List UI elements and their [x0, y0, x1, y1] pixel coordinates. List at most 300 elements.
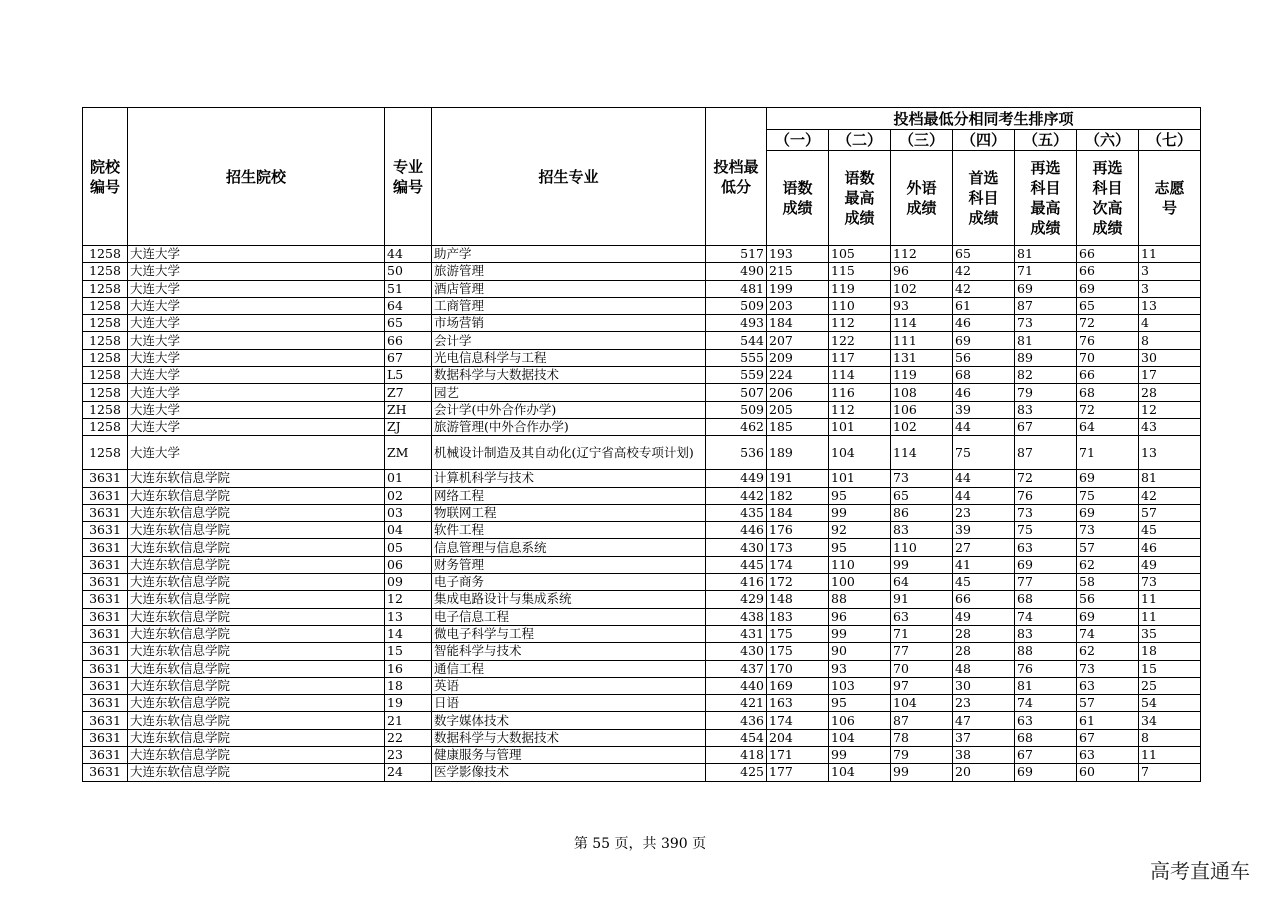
cell-major-name: 会计学(中外合作办学) — [432, 401, 706, 418]
cell-tie-7: 8 — [1139, 332, 1201, 349]
cell-tie-7: 54 — [1139, 695, 1201, 712]
cell-school-name: 大连大学 — [128, 367, 385, 384]
header-tie-num: （五） — [1015, 130, 1077, 151]
cell-school-code: 3631 — [83, 608, 128, 625]
cell-tie-7: 46 — [1139, 539, 1201, 556]
header-tie-label: 再选科目最高成绩 — [1015, 151, 1077, 246]
cell-school-name: 大连大学 — [128, 280, 385, 297]
cell-school-name: 大连东软信息学院 — [128, 591, 385, 608]
cell-major-code: 50 — [385, 263, 432, 280]
cell-tie-6: 64 — [1077, 418, 1139, 435]
cell-tie-2: 99 — [829, 625, 891, 642]
cell-tie-3: 106 — [891, 401, 953, 418]
table-row — [83, 315, 1201, 332]
cell-tie-2: 96 — [829, 608, 891, 625]
cell-school-name: 大连东软信息学院 — [128, 470, 385, 487]
cell-tie-1: 184 — [767, 504, 829, 521]
cell-major-code: 65 — [385, 315, 432, 332]
table-row — [83, 332, 1201, 349]
cell-min-score: 430 — [706, 539, 767, 556]
header-min-score: 投档最低分 — [706, 108, 767, 246]
cell-tie-1: 205 — [767, 401, 829, 418]
cell-tie-4: 69 — [953, 332, 1015, 349]
cell-tie-6: 69 — [1077, 504, 1139, 521]
cell-tie-7: 12 — [1139, 401, 1201, 418]
cell-tie-6: 58 — [1077, 574, 1139, 591]
table-row — [83, 297, 1201, 314]
cell-major-name: 园艺 — [432, 384, 706, 401]
cell-school-name: 大连大学 — [128, 401, 385, 418]
cell-tie-3: 63 — [891, 608, 953, 625]
cell-tie-4: 38 — [953, 747, 1015, 764]
header-tie-label: 再选科目次高成绩 — [1077, 151, 1139, 246]
cell-major-name: 微电子科学与工程 — [432, 625, 706, 642]
cell-tie-2: 105 — [829, 246, 891, 263]
header-tie-num: （七） — [1139, 130, 1201, 151]
cell-tie-3: 87 — [891, 712, 953, 729]
cell-tie-1: 175 — [767, 625, 829, 642]
cell-tie-6: 69 — [1077, 608, 1139, 625]
cell-major-code: 16 — [385, 660, 432, 677]
cell-tie-2: 112 — [829, 315, 891, 332]
cell-tie-3: 97 — [891, 677, 953, 694]
cell-tie-2: 112 — [829, 401, 891, 418]
cell-tie-5: 74 — [1015, 695, 1077, 712]
table-row — [83, 349, 1201, 366]
table-row — [83, 539, 1201, 556]
cell-major-code: 15 — [385, 643, 432, 660]
cell-tie-5: 82 — [1015, 367, 1077, 384]
cell-tie-4: 30 — [953, 677, 1015, 694]
header-tie-label: 外语成绩 — [891, 151, 953, 246]
cell-tie-1: 163 — [767, 695, 829, 712]
cell-min-score: 416 — [706, 574, 767, 591]
cell-tie-7: 13 — [1139, 297, 1201, 314]
cell-tie-6: 75 — [1077, 487, 1139, 504]
cell-school-code: 3631 — [83, 695, 128, 712]
cell-tie-5: 75 — [1015, 522, 1077, 539]
cell-tie-7: 57 — [1139, 504, 1201, 521]
cell-tie-3: 112 — [891, 246, 953, 263]
cell-tie-7: 25 — [1139, 677, 1201, 694]
cell-school-name: 大连东软信息学院 — [128, 556, 385, 573]
cell-tie-4: 66 — [953, 591, 1015, 608]
cell-tie-2: 95 — [829, 487, 891, 504]
cell-tie-6: 61 — [1077, 712, 1139, 729]
cell-tie-3: 108 — [891, 384, 953, 401]
cell-major-name: 日语 — [432, 695, 706, 712]
cell-school-name: 大连东软信息学院 — [128, 643, 385, 660]
cell-tie-6: 71 — [1077, 436, 1139, 470]
cell-tie-3: 102 — [891, 280, 953, 297]
cell-tie-6: 66 — [1077, 367, 1139, 384]
table-row — [83, 263, 1201, 280]
cell-tie-7: 35 — [1139, 625, 1201, 642]
cell-school-code: 3631 — [83, 764, 128, 781]
cell-tie-3: 104 — [891, 695, 953, 712]
cell-tie-5: 81 — [1015, 677, 1077, 694]
cell-tie-3: 73 — [891, 470, 953, 487]
cell-school-name: 大连大学 — [128, 297, 385, 314]
cell-min-score: 429 — [706, 591, 767, 608]
cell-tie-5: 73 — [1015, 315, 1077, 332]
cell-tie-3: 64 — [891, 574, 953, 591]
cell-min-score: 446 — [706, 522, 767, 539]
cell-school-code: 3631 — [83, 729, 128, 746]
cell-tie-4: 23 — [953, 695, 1015, 712]
cell-major-code: Z7 — [385, 384, 432, 401]
cell-min-score: 437 — [706, 660, 767, 677]
cell-school-code: 3631 — [83, 625, 128, 642]
table-row — [83, 677, 1201, 694]
header-tie-label: 语数成绩 — [767, 151, 829, 246]
cell-tie-7: 13 — [1139, 436, 1201, 470]
cell-tie-3: 70 — [891, 660, 953, 677]
header-school-code: 院校编号 — [83, 108, 128, 246]
table-row — [83, 504, 1201, 521]
cell-school-code: 3631 — [83, 470, 128, 487]
table-row — [83, 729, 1201, 746]
cell-min-score: 430 — [706, 643, 767, 660]
cell-major-name: 物联网工程 — [432, 504, 706, 521]
cell-tie-1: 171 — [767, 747, 829, 764]
cell-tie-5: 69 — [1015, 556, 1077, 573]
cell-tie-5: 79 — [1015, 384, 1077, 401]
table-row — [83, 246, 1201, 263]
cell-tie-1: 148 — [767, 591, 829, 608]
cell-major-code: 18 — [385, 677, 432, 694]
cell-tie-2: 92 — [829, 522, 891, 539]
cell-tie-7: 42 — [1139, 487, 1201, 504]
cell-major-code: L5 — [385, 367, 432, 384]
table-row — [83, 660, 1201, 677]
cell-tie-1: 224 — [767, 367, 829, 384]
cell-tie-4: 49 — [953, 608, 1015, 625]
header-school-name: 招生院校 — [128, 108, 385, 246]
cell-major-code: 02 — [385, 487, 432, 504]
cell-tie-7: 11 — [1139, 246, 1201, 263]
cell-min-score: 490 — [706, 263, 767, 280]
cell-tie-1: 207 — [767, 332, 829, 349]
cell-major-name: 电子信息工程 — [432, 608, 706, 625]
cell-tie-1: 170 — [767, 660, 829, 677]
cell-major-code: 04 — [385, 522, 432, 539]
cell-min-score: 517 — [706, 246, 767, 263]
cell-major-name: 智能科学与技术 — [432, 643, 706, 660]
cell-tie-7: 4 — [1139, 315, 1201, 332]
cell-tie-6: 72 — [1077, 315, 1139, 332]
cell-min-score: 454 — [706, 729, 767, 746]
cell-tie-4: 47 — [953, 712, 1015, 729]
cell-tie-6: 66 — [1077, 246, 1139, 263]
cell-tie-7: 45 — [1139, 522, 1201, 539]
cell-tie-2: 95 — [829, 695, 891, 712]
cell-major-code: 12 — [385, 591, 432, 608]
table-row — [83, 556, 1201, 573]
cell-tie-6: 63 — [1077, 677, 1139, 694]
cell-tie-5: 69 — [1015, 280, 1077, 297]
cell-tie-4: 48 — [953, 660, 1015, 677]
cell-tie-5: 83 — [1015, 625, 1077, 642]
table-row — [83, 747, 1201, 764]
cell-school-name: 大连大学 — [128, 436, 385, 470]
cell-major-code: ZM — [385, 436, 432, 470]
cell-tie-3: 102 — [891, 418, 953, 435]
cell-min-score: 536 — [706, 436, 767, 470]
cell-tie-3: 65 — [891, 487, 953, 504]
cell-school-code: 3631 — [83, 712, 128, 729]
cell-tie-1: 184 — [767, 315, 829, 332]
cell-tie-7: 49 — [1139, 556, 1201, 573]
cell-school-code: 3631 — [83, 574, 128, 591]
cell-min-score: 440 — [706, 677, 767, 694]
cell-tie-2: 110 — [829, 556, 891, 573]
cell-tie-4: 44 — [953, 470, 1015, 487]
cell-tie-1: 189 — [767, 436, 829, 470]
table-row — [83, 367, 1201, 384]
header-tie-num: （三） — [891, 130, 953, 151]
cell-tie-5: 67 — [1015, 418, 1077, 435]
cell-tie-5: 89 — [1015, 349, 1077, 366]
cell-major-code: 22 — [385, 729, 432, 746]
cell-school-code: 3631 — [83, 677, 128, 694]
cell-min-score: 544 — [706, 332, 767, 349]
cell-tie-5: 68 — [1015, 729, 1077, 746]
cell-major-name: 计算机科学与技术 — [432, 470, 706, 487]
cell-major-code: 14 — [385, 625, 432, 642]
cell-tie-7: 28 — [1139, 384, 1201, 401]
cell-major-code: 64 — [385, 297, 432, 314]
cell-tie-7: 18 — [1139, 643, 1201, 660]
cell-tie-3: 86 — [891, 504, 953, 521]
cell-major-code: 24 — [385, 764, 432, 781]
table-row — [83, 280, 1201, 297]
cell-tie-1: 177 — [767, 764, 829, 781]
cell-tie-6: 66 — [1077, 263, 1139, 280]
cell-tie-5: 63 — [1015, 539, 1077, 556]
cell-tie-4: 44 — [953, 418, 1015, 435]
cell-school-code: 1258 — [83, 436, 128, 470]
cell-major-code: 51 — [385, 280, 432, 297]
cell-major-code: 05 — [385, 539, 432, 556]
cell-tie-7: 81 — [1139, 470, 1201, 487]
cell-school-name: 大连东软信息学院 — [128, 625, 385, 642]
cell-tie-2: 95 — [829, 539, 891, 556]
cell-major-name: 旅游管理(中外合作办学) — [432, 418, 706, 435]
cell-school-code: 3631 — [83, 539, 128, 556]
cell-school-code: 3631 — [83, 591, 128, 608]
table-row — [83, 764, 1201, 781]
cell-min-score: 442 — [706, 487, 767, 504]
cell-major-name: 会计学 — [432, 332, 706, 349]
cell-tie-7: 8 — [1139, 729, 1201, 746]
cell-tie-2: 106 — [829, 712, 891, 729]
cell-tie-5: 81 — [1015, 246, 1077, 263]
cell-tie-5: 73 — [1015, 504, 1077, 521]
cell-tie-4: 42 — [953, 263, 1015, 280]
cell-major-code: 09 — [385, 574, 432, 591]
cell-school-name: 大连东软信息学院 — [128, 504, 385, 521]
cell-tie-5: 67 — [1015, 747, 1077, 764]
cell-tie-3: 93 — [891, 297, 953, 314]
cell-tie-6: 62 — [1077, 556, 1139, 573]
cell-tie-2: 116 — [829, 384, 891, 401]
table-row — [83, 436, 1201, 470]
cell-major-code: 01 — [385, 470, 432, 487]
cell-tie-1: 193 — [767, 246, 829, 263]
table-row — [83, 695, 1201, 712]
cell-tie-2: 93 — [829, 660, 891, 677]
cell-min-score: 555 — [706, 349, 767, 366]
cell-min-score: 421 — [706, 695, 767, 712]
cell-min-score: 425 — [706, 764, 767, 781]
cell-tie-5: 74 — [1015, 608, 1077, 625]
cell-major-name: 机械设计制造及其自动化(辽宁省高校专项计划) — [432, 436, 706, 470]
cell-major-name: 网络工程 — [432, 487, 706, 504]
cell-major-name: 健康服务与管理 — [432, 747, 706, 764]
cell-tie-4: 68 — [953, 367, 1015, 384]
watermark: 高考直通车 — [1150, 859, 1250, 883]
cell-min-score: 493 — [706, 315, 767, 332]
cell-tie-3: 110 — [891, 539, 953, 556]
cell-school-code: 1258 — [83, 297, 128, 314]
cell-major-code: 13 — [385, 608, 432, 625]
cell-tie-6: 73 — [1077, 660, 1139, 677]
cell-tie-7: 15 — [1139, 660, 1201, 677]
cell-school-code: 1258 — [83, 263, 128, 280]
cell-tie-1: 183 — [767, 608, 829, 625]
cell-min-score: 507 — [706, 384, 767, 401]
header-major-name: 招生专业 — [432, 108, 706, 246]
cell-tie-6: 68 — [1077, 384, 1139, 401]
cell-tie-7: 7 — [1139, 764, 1201, 781]
cell-major-name: 财务管理 — [432, 556, 706, 573]
cell-tie-2: 104 — [829, 764, 891, 781]
cell-tie-7: 3 — [1139, 263, 1201, 280]
cell-tie-5: 76 — [1015, 660, 1077, 677]
cell-major-code: 19 — [385, 695, 432, 712]
cell-tie-6: 57 — [1077, 695, 1139, 712]
cell-tie-7: 34 — [1139, 712, 1201, 729]
cell-tie-6: 65 — [1077, 297, 1139, 314]
header-tie-label: 首选科目成绩 — [953, 151, 1015, 246]
cell-min-score: 418 — [706, 747, 767, 764]
cell-tie-4: 75 — [953, 436, 1015, 470]
cell-major-code: 67 — [385, 349, 432, 366]
cell-tie-2: 110 — [829, 297, 891, 314]
cell-tie-4: 27 — [953, 539, 1015, 556]
cell-school-name: 大连东软信息学院 — [128, 747, 385, 764]
cell-tie-3: 78 — [891, 729, 953, 746]
header-major-code: 专业编号 — [385, 108, 432, 246]
cell-tie-2: 115 — [829, 263, 891, 280]
cell-major-name: 市场营销 — [432, 315, 706, 332]
cell-min-score: 436 — [706, 712, 767, 729]
cell-tie-1: 191 — [767, 470, 829, 487]
header-tie-group: 投档最低分相同考生排序项 — [767, 108, 1201, 130]
cell-min-score: 435 — [706, 504, 767, 521]
cell-min-score: 509 — [706, 297, 767, 314]
cell-tie-1: 174 — [767, 712, 829, 729]
cell-school-code: 1258 — [83, 332, 128, 349]
cell-school-code: 3631 — [83, 522, 128, 539]
cell-tie-4: 39 — [953, 522, 1015, 539]
cell-min-score: 438 — [706, 608, 767, 625]
cell-major-code: 21 — [385, 712, 432, 729]
cell-tie-3: 114 — [891, 436, 953, 470]
cell-tie-3: 99 — [891, 556, 953, 573]
cell-tie-1: 203 — [767, 297, 829, 314]
cell-tie-4: 46 — [953, 315, 1015, 332]
cell-tie-4: 42 — [953, 280, 1015, 297]
cell-tie-1: 172 — [767, 574, 829, 591]
cell-tie-6: 73 — [1077, 522, 1139, 539]
cell-tie-4: 23 — [953, 504, 1015, 521]
cell-school-code: 1258 — [83, 280, 128, 297]
cell-tie-4: 28 — [953, 643, 1015, 660]
cell-school-name: 大连大学 — [128, 263, 385, 280]
cell-school-code: 1258 — [83, 367, 128, 384]
cell-tie-5: 71 — [1015, 263, 1077, 280]
cell-tie-3: 114 — [891, 315, 953, 332]
cell-tie-5: 63 — [1015, 712, 1077, 729]
cell-major-code: 06 — [385, 556, 432, 573]
cell-tie-4: 56 — [953, 349, 1015, 366]
cell-tie-3: 99 — [891, 764, 953, 781]
cell-tie-6: 76 — [1077, 332, 1139, 349]
cell-school-code: 3631 — [83, 660, 128, 677]
cell-school-name: 大连东软信息学院 — [128, 487, 385, 504]
cell-major-code: 44 — [385, 246, 432, 263]
cell-tie-1: 199 — [767, 280, 829, 297]
cell-school-name: 大连东软信息学院 — [128, 695, 385, 712]
cell-tie-4: 28 — [953, 625, 1015, 642]
cell-tie-6: 60 — [1077, 764, 1139, 781]
cell-tie-6: 63 — [1077, 747, 1139, 764]
cell-tie-3: 79 — [891, 747, 953, 764]
cell-tie-4: 39 — [953, 401, 1015, 418]
cell-school-name: 大连东软信息学院 — [128, 522, 385, 539]
cell-tie-1: 176 — [767, 522, 829, 539]
cell-tie-2: 90 — [829, 643, 891, 660]
cell-tie-7: 30 — [1139, 349, 1201, 366]
table-row — [83, 643, 1201, 660]
cell-tie-2: 88 — [829, 591, 891, 608]
cell-tie-5: 81 — [1015, 332, 1077, 349]
admission-table — [82, 107, 1201, 782]
cell-tie-4: 37 — [953, 729, 1015, 746]
cell-tie-1: 169 — [767, 677, 829, 694]
cell-tie-2: 104 — [829, 436, 891, 470]
table-row — [83, 384, 1201, 401]
cell-tie-1: 185 — [767, 418, 829, 435]
cell-tie-6: 74 — [1077, 625, 1139, 642]
table-row — [83, 418, 1201, 435]
table-row — [83, 522, 1201, 539]
cell-tie-1: 182 — [767, 487, 829, 504]
cell-major-name: 通信工程 — [432, 660, 706, 677]
cell-tie-3: 83 — [891, 522, 953, 539]
cell-tie-2: 99 — [829, 747, 891, 764]
cell-tie-2: 101 — [829, 470, 891, 487]
cell-min-score: 509 — [706, 401, 767, 418]
cell-min-score: 431 — [706, 625, 767, 642]
cell-tie-7: 11 — [1139, 608, 1201, 625]
cell-school-code: 1258 — [83, 315, 128, 332]
cell-school-name: 大连大学 — [128, 246, 385, 263]
cell-school-code: 3631 — [83, 643, 128, 660]
cell-major-name: 助产学 — [432, 246, 706, 263]
